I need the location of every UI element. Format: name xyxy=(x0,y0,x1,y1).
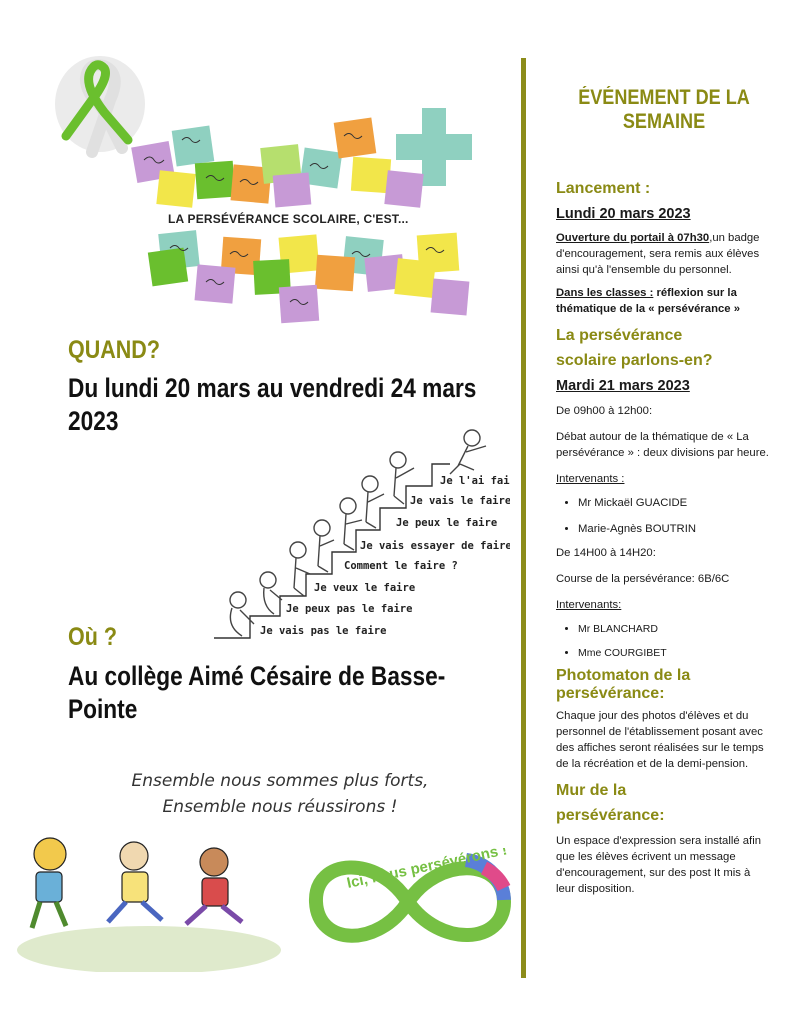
talk-time-2: De 14H00 à 14H20: xyxy=(556,547,656,559)
speaker-item: • Mr BLANCHARD xyxy=(578,621,772,637)
where-label: Où ? xyxy=(68,623,117,651)
portal-text: ,un badge d'encouragement, sera remis aux élèves ainsi qu'à l'ensemble du personnel. xyxy=(556,232,760,276)
portal-lead: Ouverture du portail à 07h30 xyxy=(556,232,710,244)
wall-heading: Mur de la persévérance: xyxy=(556,782,665,824)
speakers2-list xyxy=(556,621,772,661)
stair-label-8: Je l'ai fait xyxy=(440,475,510,487)
infinity-logo xyxy=(308,848,512,956)
staircase-illustration xyxy=(210,428,510,643)
logo-text: Ici, nous persévérons ! xyxy=(345,848,509,892)
stair-label-7: Je vais le faire xyxy=(410,495,510,507)
motto-line-2: Ensemble nous réussirons ! xyxy=(162,797,398,817)
motto xyxy=(90,768,470,820)
stair-label-1: Je vais pas le faire xyxy=(260,625,387,637)
events-sidebar xyxy=(556,80,772,897)
running-kids-illustration xyxy=(14,832,284,972)
speakers2-label: Intervenants: xyxy=(556,599,622,611)
talk-date: Mardi 21 mars 2023 xyxy=(556,378,690,394)
classes-lead: Dans les classes : xyxy=(556,287,654,299)
speaker-item: • Mr Mickaël GUACIDE xyxy=(578,495,772,511)
classes-paragraph xyxy=(556,285,772,317)
stair-label-4: Comment le faire ? xyxy=(344,560,458,572)
stair-label-2: Je peux pas le faire xyxy=(286,603,413,615)
wall-text: Un espace d'expression sera installé afin que les élèves écrivent un message d'encouragement, sur des post It mis à leur disposition. xyxy=(556,835,761,895)
race-text: Course de la persévérance: 6B/6C xyxy=(556,573,730,585)
where-place: Au collège Aimé Césaire de Basse-Pointe xyxy=(68,661,446,724)
launch-heading: Lancement : xyxy=(556,180,651,197)
column-divider xyxy=(521,58,526,978)
stair-label-6: Je peux le faire xyxy=(396,517,498,529)
photobooth-heading: Photomaton de la persévérance: xyxy=(556,667,691,702)
talk-description: Débat autour de la thématique de « La persévérance » : deux divisions par heure. xyxy=(556,431,769,459)
talk-time-1: De 09h00 à 12h00: xyxy=(556,405,653,417)
collage-caption: LA PERSÉVÉRANCE SCOLAIRE, C'EST... xyxy=(168,212,438,226)
speaker-item: • Marie-Agnès BOUTRIN xyxy=(578,521,772,537)
when-dates: Du lundi 20 mars au vendredi 24 mars 2023 xyxy=(68,373,477,436)
speaker-item: • Mme COURGIBET xyxy=(578,645,772,661)
speakers-label: Intervenants : xyxy=(556,473,625,485)
sidebar-title: ÉVÉNEMENT DE LA SEMAINE xyxy=(578,86,750,133)
stair-label-5: Je vais essayer de faire xyxy=(360,540,510,552)
portal-paragraph xyxy=(556,230,772,278)
launch-date: Lundi 20 mars 2023 xyxy=(556,206,691,222)
classes-text: réflexion sur la thématique de la « persévérance » xyxy=(556,287,740,315)
motto-line-1: Ensemble nous sommes plus forts, xyxy=(131,771,429,791)
photobooth-text: Chaque jour des photos d'élèves et du personnel de l'établissement posant avec des affiches seront réalisées sur le temps de la récréation et de la demi-pension. xyxy=(556,710,764,770)
stair-label-3: Je veux le faire xyxy=(314,582,416,594)
talk-heading: La persévérance scolaire parlons-en? xyxy=(556,327,713,369)
when-label: QUAND? xyxy=(68,336,160,364)
speakers-list xyxy=(556,495,772,537)
